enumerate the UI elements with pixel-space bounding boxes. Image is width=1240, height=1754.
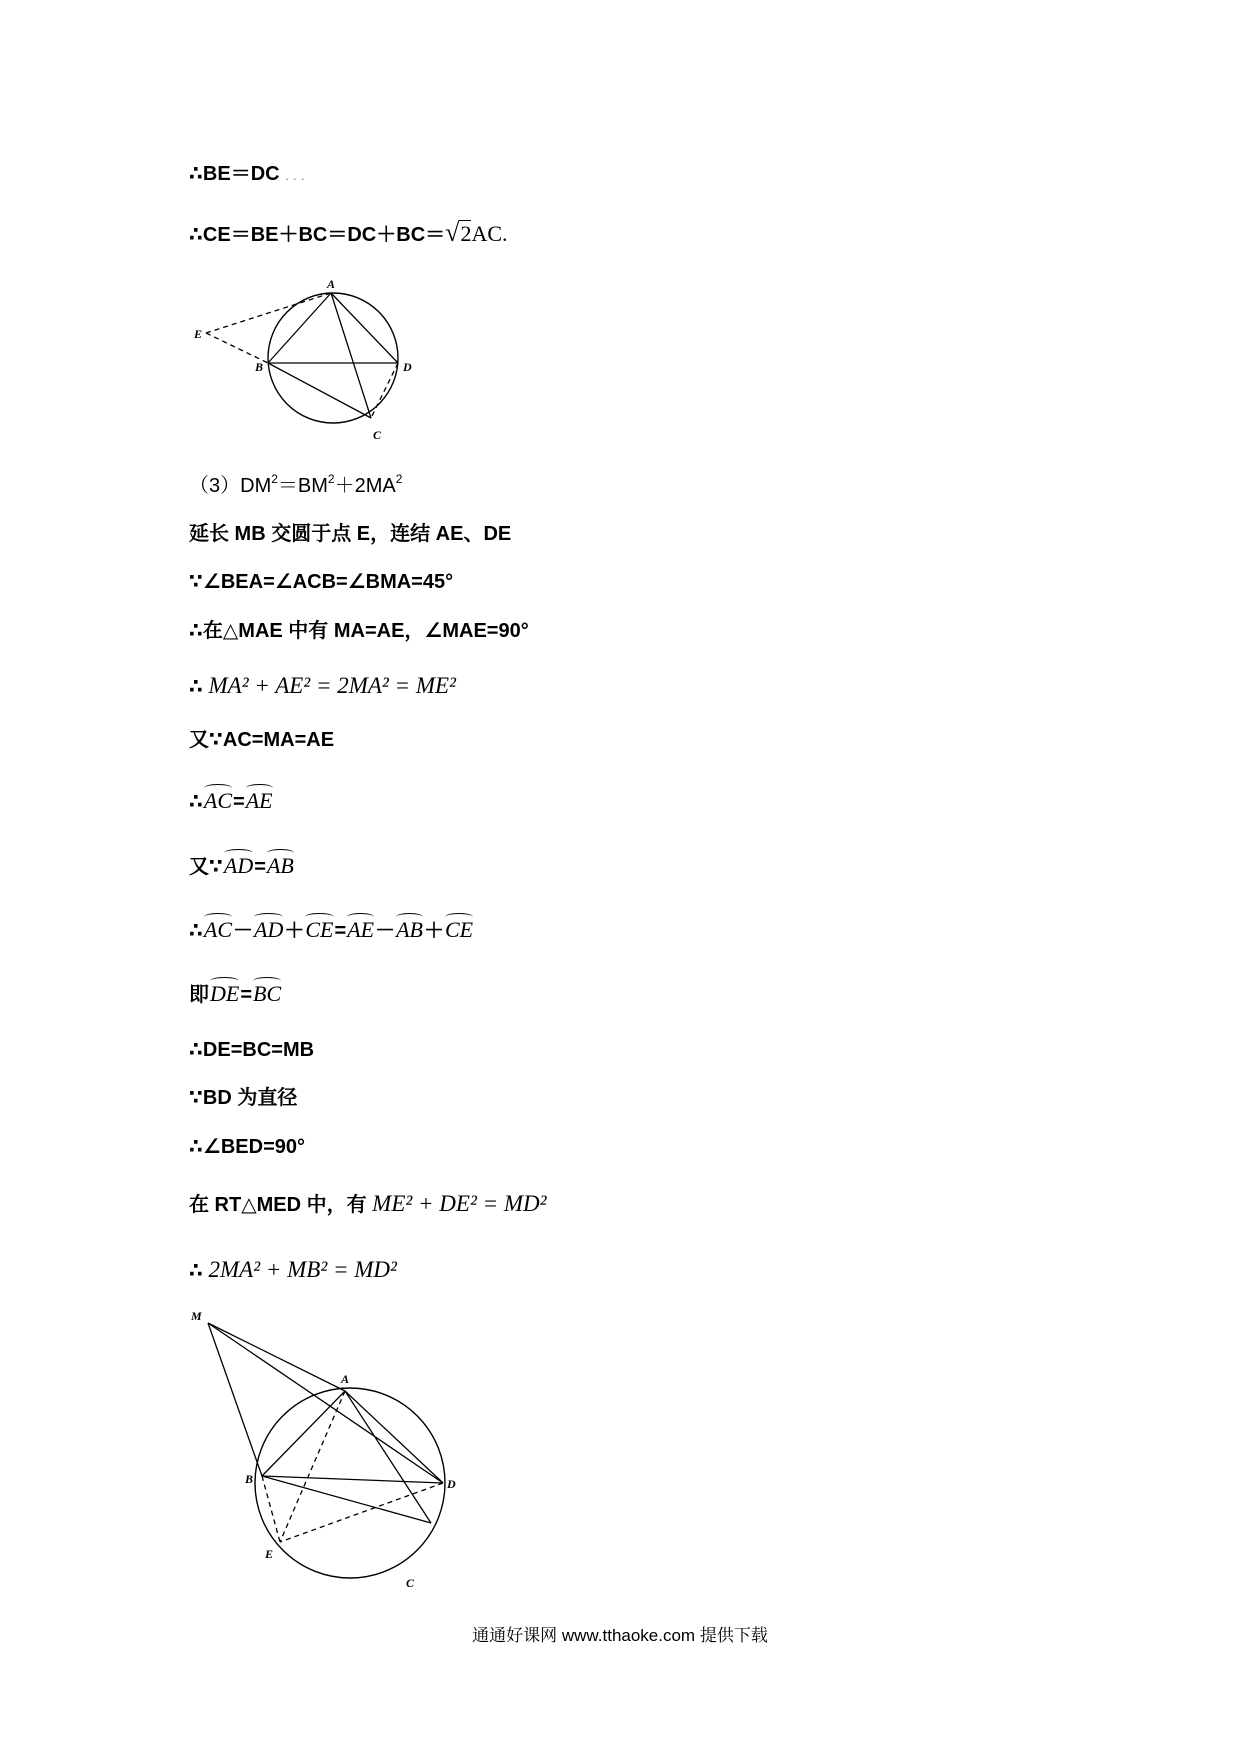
line-text: ∴∠BED=90° — [189, 1136, 305, 1158]
line-text: = — [334, 920, 347, 942]
sqrt-sign: √ — [445, 218, 460, 247]
line-angle-bed — [189, 1133, 305, 1161]
arc-label: AD — [254, 917, 284, 942]
line-arc-combination — [189, 916, 474, 945]
sqrt-symbol — [445, 219, 471, 248]
arc-label: AC — [203, 917, 233, 942]
arc-label: DE — [210, 981, 240, 1006]
label-c: C — [373, 428, 382, 442]
line-conclusion — [189, 1256, 397, 1285]
line-bd-diameter — [189, 1084, 297, 1112]
label-e: E — [194, 327, 203, 341]
line-text: ∴ — [189, 1260, 203, 1282]
line-text: ∴BE＝DC — [189, 163, 280, 185]
segment-ad — [331, 293, 398, 363]
arc-label: CE — [305, 917, 334, 942]
line-tail: AC. — [471, 221, 508, 246]
segment-ae — [280, 1391, 345, 1542]
line-text: 延长 MB 交圆于点 E，连结 AE、DE — [189, 523, 512, 545]
line-text: ∵∠BEA=∠ACB=∠BMA=45° — [189, 571, 454, 593]
label-e: E — [265, 1547, 274, 1561]
line-de-bc-mb — [189, 1036, 314, 1064]
line-text: － — [233, 920, 254, 942]
line-text: ∵BD 为直径 — [189, 1087, 298, 1109]
line-text: ＋ — [284, 920, 305, 942]
segment-ab — [262, 1391, 345, 1476]
label-a: A — [341, 1372, 350, 1386]
line-ac-ma-ae — [189, 726, 334, 754]
arc-label: CE — [444, 917, 474, 942]
line-text: － — [375, 920, 396, 942]
line-triangle-mae — [189, 617, 529, 645]
circle — [268, 293, 398, 423]
line-text: 又∵AC=MA=AE — [189, 729, 335, 751]
arc-label: AC — [203, 788, 233, 813]
sqrt-radicand: 2 — [460, 221, 472, 246]
line-text: ∴在△MAE 中有 MA=AE，∠MAE=90° — [189, 620, 529, 642]
line-text: ∴CE＝BE＋BC＝DC＋BC＝ — [189, 224, 446, 246]
segment-ad — [345, 1391, 443, 1483]
line-angles-45 — [189, 568, 453, 596]
line-text: 在 RT△MED 中，有 — [189, 1194, 367, 1216]
line-pythagoras-mae — [189, 672, 456, 701]
label-d: D — [403, 360, 412, 374]
line-text: ＋ — [423, 920, 444, 942]
label-m: M — [191, 1309, 202, 1323]
circle — [255, 1388, 445, 1578]
segment-de — [280, 1483, 443, 1542]
label-c: C — [406, 1576, 415, 1590]
line-text: 即 — [189, 984, 209, 1006]
line-text: = — [240, 984, 253, 1006]
segment-dc — [371, 363, 398, 418]
line-text: = — [254, 856, 266, 878]
line-text: = — [233, 791, 245, 813]
geometry-figure-1 — [190, 275, 430, 450]
line-arc-ad-ab — [189, 852, 295, 881]
page-footer: 通通好课网 www.tthaoke.com 提供下载 — [472, 1626, 768, 1645]
arc-label: AD — [223, 853, 254, 878]
superscript: 2 — [327, 472, 335, 486]
arc-label: BC — [253, 981, 282, 1006]
line-part3-claim — [189, 472, 402, 500]
line-tail: . . . — [285, 167, 305, 183]
arc-label: AE — [245, 788, 273, 813]
arc-label: AE — [347, 917, 375, 942]
line-text: ＝BM — [277, 475, 328, 497]
segment-md — [208, 1323, 443, 1483]
line-text: ∴ — [189, 920, 203, 942]
line-arc-ac-ae — [189, 787, 274, 816]
label-a: A — [327, 277, 336, 291]
line-text: 又∵ — [189, 856, 223, 878]
line-extend-mb — [189, 520, 511, 548]
line-arc-de-bc — [189, 980, 282, 1009]
line-pythagoras-med — [189, 1190, 547, 1219]
superscript: 2 — [271, 472, 278, 486]
math-expression: MA² + AE² = 2MA² = ME² — [208, 673, 456, 698]
line-text: ＋2MA — [334, 475, 396, 497]
arc-label: AB — [396, 917, 423, 942]
segment-eb — [206, 333, 268, 363]
line-be-eq-dc — [189, 160, 305, 189]
line-ce-sum — [189, 219, 508, 249]
geometry-figure-2 — [185, 1305, 475, 1590]
math-expression: ME² + DE² = MD² — [372, 1191, 547, 1216]
line-text: ∴ — [189, 676, 203, 698]
label-d: D — [447, 1477, 456, 1491]
segment-ab — [268, 293, 331, 363]
line-text: ∴DE=BC=MB — [189, 1039, 315, 1061]
line-text: ∴ — [189, 791, 203, 813]
superscript: 2 — [395, 472, 403, 486]
label-b: B — [245, 1472, 254, 1486]
segment-bd — [262, 1476, 443, 1483]
math-expression: 2MA² + MB² = MD² — [208, 1257, 397, 1282]
segment-be — [262, 1476, 280, 1542]
line-text: （3）DM — [189, 475, 272, 497]
arc-label: AB — [266, 853, 294, 878]
label-b: B — [255, 360, 264, 374]
